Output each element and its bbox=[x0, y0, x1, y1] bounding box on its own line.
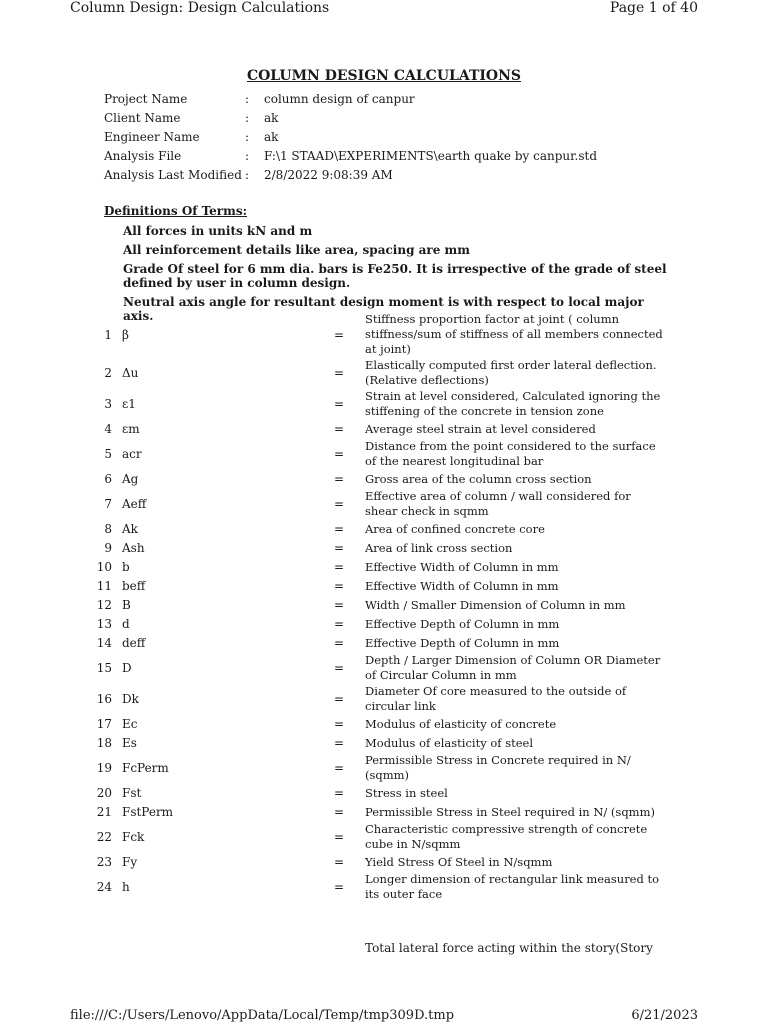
info-key: Client Name bbox=[104, 111, 181, 125]
term-number: 12 bbox=[96, 598, 112, 612]
term-symbol: Ag bbox=[122, 472, 139, 486]
term-description: Effective area of column / wall considered for shear check in sqmm bbox=[365, 489, 631, 518]
term-equals: = bbox=[334, 805, 345, 819]
term-description: Characteristic compressive strength of concrete cube in N/sqmm bbox=[365, 822, 648, 851]
term-symbol: deff bbox=[122, 636, 146, 650]
term-number: 9 bbox=[104, 541, 112, 555]
term-description: Permissible Stress in Steel required in N/ (sqmm) bbox=[365, 804, 655, 819]
term-equals: = bbox=[334, 579, 345, 593]
term-symbol: D bbox=[122, 661, 132, 675]
term-description: Strain at level considered, Calculated ignoring the stiffening of the concrete in tension zone bbox=[365, 389, 661, 418]
term-symbol: Ec bbox=[122, 717, 138, 731]
term-equals: = bbox=[334, 830, 345, 844]
term-row bbox=[0, 520, 768, 538]
term-symbol: Δu bbox=[122, 366, 139, 380]
term-description: Modulus of elasticity of steel bbox=[365, 735, 534, 750]
term-number: 24 bbox=[96, 880, 112, 894]
term-description: Yield Stress Of Steel in N/sqmm bbox=[365, 854, 553, 869]
term-row bbox=[0, 653, 768, 683]
term-symbol: Fy bbox=[122, 855, 138, 869]
term-row bbox=[0, 558, 768, 576]
term-number: 15 bbox=[96, 661, 112, 675]
print-date: 6/21/2023 bbox=[631, 1008, 698, 1023]
term-description: Stiffness proportion factor at joint ( column stiffness/sum of stiffness of all members connected at joint) bbox=[365, 312, 663, 356]
info-separator: : bbox=[245, 149, 250, 163]
term-description: Effective Width of Column in mm bbox=[365, 578, 559, 593]
term-row bbox=[0, 734, 768, 752]
term-row bbox=[0, 389, 768, 419]
info-value: column design of canpur bbox=[264, 92, 415, 106]
term-symbol: Dk bbox=[122, 692, 139, 706]
term-description: Elastically computed first order lateral deflection. (Relative deflections) bbox=[365, 358, 657, 387]
file-path: file:///C:/Users/Lenovo/AppData/Local/Temp/tmp309D.tmp bbox=[70, 1008, 455, 1023]
term-number: 11 bbox=[96, 579, 112, 593]
term-number: 17 bbox=[96, 717, 112, 731]
term-description: Effective Depth of Column in mm bbox=[365, 616, 560, 631]
info-value: ak bbox=[264, 130, 279, 144]
term-symbol: β bbox=[122, 327, 129, 342]
term-symbol: h bbox=[122, 880, 130, 894]
term-symbol: B bbox=[122, 598, 131, 612]
info-value: ak bbox=[264, 111, 279, 125]
term-equals: = bbox=[334, 855, 345, 869]
term-symbol: b bbox=[122, 560, 130, 574]
term-equals: = bbox=[334, 327, 345, 342]
term-equals: = bbox=[334, 472, 345, 486]
term-number: 13 bbox=[96, 617, 112, 631]
info-value: F:\1 STAAD\EXPERIMENTS\earth quake by canpur.std bbox=[264, 149, 598, 163]
info-value: 2/8/2022 9:08:39 AM bbox=[264, 168, 393, 182]
term-equals: = bbox=[334, 497, 345, 511]
term-row bbox=[0, 489, 768, 519]
term-symbol: acr bbox=[122, 447, 142, 461]
term-description: Area of confined concrete core bbox=[365, 521, 545, 536]
term-equals: = bbox=[334, 880, 345, 894]
term-symbol: Aeff bbox=[122, 497, 147, 511]
term-description: Gross area of the column cross section bbox=[365, 471, 592, 486]
term-symbol: Ak bbox=[122, 522, 138, 536]
term-number: 3 bbox=[104, 397, 112, 411]
page-number: Page 1 of 40 bbox=[609, 0, 698, 16]
term-symbol: Fck bbox=[122, 830, 145, 844]
info-separator: : bbox=[245, 168, 250, 182]
term-equals: = bbox=[334, 366, 345, 380]
term-symbol: Fst bbox=[122, 786, 142, 800]
term-equals: = bbox=[334, 661, 345, 675]
definitions-heading: Definitions Of Terms: bbox=[104, 204, 247, 218]
term-equals: = bbox=[334, 447, 345, 461]
term-number: 10 bbox=[96, 560, 112, 574]
term-number: 4 bbox=[104, 422, 112, 436]
term-number: 14 bbox=[96, 636, 112, 650]
term-description: Stress in steel bbox=[365, 785, 448, 800]
term-equals: = bbox=[334, 397, 345, 411]
term-row bbox=[0, 753, 768, 783]
term-number: 7 bbox=[104, 497, 112, 511]
term-number: 18 bbox=[96, 736, 112, 750]
term-row bbox=[0, 684, 768, 714]
term-description: Effective Width of Column in mm bbox=[365, 559, 559, 574]
term-equals: = bbox=[334, 761, 345, 775]
term-equals: = bbox=[334, 541, 345, 555]
term-description: Width / Smaller Dimension of Column in mm bbox=[365, 597, 626, 612]
term-symbol: d bbox=[122, 617, 130, 631]
term-equals: = bbox=[334, 522, 345, 536]
term-equals: = bbox=[334, 560, 345, 574]
term-row bbox=[0, 822, 768, 852]
term-description: Permissible Stress in Concrete required in N/ (sqmm) bbox=[365, 753, 631, 782]
term-equals: = bbox=[334, 692, 345, 706]
term-description: Modulus of elasticity of concrete bbox=[365, 716, 557, 731]
term-symbol: FstPerm bbox=[122, 805, 174, 819]
info-separator: : bbox=[245, 111, 250, 125]
term-description: Average steel strain at level considered bbox=[365, 421, 596, 436]
term-number: 6 bbox=[104, 472, 112, 486]
continued-term-text: Total lateral force acting within the story(Story bbox=[365, 941, 653, 955]
term-row bbox=[0, 853, 768, 871]
term-symbol: beff bbox=[122, 579, 146, 593]
info-key: Engineer Name bbox=[104, 130, 200, 144]
info-key: Analysis File bbox=[104, 149, 182, 163]
term-equals: = bbox=[334, 636, 345, 650]
term-row bbox=[0, 470, 768, 488]
term-description: Effective Depth of Column in mm bbox=[365, 635, 560, 650]
document-title: COLUMN DESIGN CALCULATIONS bbox=[246, 68, 522, 84]
term-number: 5 bbox=[104, 447, 112, 461]
info-separator: : bbox=[245, 92, 250, 106]
term-number: 19 bbox=[96, 761, 112, 775]
term-description: Distance from the point considered to the surface of the nearest longitudinal bar bbox=[365, 439, 656, 468]
term-number: 8 bbox=[104, 522, 112, 536]
term-symbol: Ash bbox=[122, 541, 145, 555]
term-equals: = bbox=[334, 786, 345, 800]
term-description: Diameter Of core measured to the outside of circular link bbox=[365, 684, 627, 713]
info-key: Project Name bbox=[104, 92, 188, 106]
header-title: Column Design: Design Calculations bbox=[70, 0, 330, 16]
term-equals: = bbox=[334, 598, 345, 612]
term-description: Longer dimension of rectangular link measured to its outer face bbox=[365, 872, 660, 901]
term-row bbox=[0, 634, 768, 652]
note: Grade Of steel for 6 mm dia. bars is Fe250. It is irrespective of the grade of steel defined by user in column design. bbox=[123, 262, 667, 290]
term-symbol: Es bbox=[122, 736, 137, 750]
info-separator: : bbox=[245, 130, 250, 144]
note: All forces in units kN and m bbox=[123, 224, 313, 238]
term-description: Area of link cross section bbox=[365, 540, 513, 555]
term-row bbox=[0, 312, 768, 357]
term-equals: = bbox=[334, 422, 345, 436]
term-row bbox=[0, 439, 768, 469]
term-number: 20 bbox=[96, 786, 112, 800]
term-number: 16 bbox=[96, 692, 112, 706]
term-symbol: ε1 bbox=[122, 397, 136, 411]
term-row bbox=[0, 577, 768, 595]
note: Neutral axis angle for resultant design moment is with respect to local major axis. bbox=[123, 295, 644, 323]
term-number: 22 bbox=[96, 830, 112, 844]
term-row bbox=[0, 358, 768, 388]
term-symbol: εm bbox=[122, 422, 140, 436]
term-equals: = bbox=[334, 736, 345, 750]
term-number: 23 bbox=[96, 855, 112, 869]
terms-list bbox=[0, 312, 768, 903]
term-description: Depth / Larger Dimension of Column OR Diameter of Circular Column in mm bbox=[365, 653, 661, 682]
term-row bbox=[0, 615, 768, 633]
term-row bbox=[0, 715, 768, 733]
term-row bbox=[0, 872, 768, 902]
info-key: Analysis Last Modified bbox=[104, 168, 242, 182]
term-number: 21 bbox=[96, 805, 112, 819]
term-row bbox=[0, 420, 768, 438]
term-row bbox=[0, 596, 768, 614]
term-symbol: FcPerm bbox=[122, 761, 169, 775]
term-row bbox=[0, 784, 768, 802]
term-number: 2 bbox=[104, 366, 112, 380]
term-equals: = bbox=[334, 717, 345, 731]
note: All reinforcement details like area, spacing are mm bbox=[123, 243, 470, 257]
term-number: 1 bbox=[104, 327, 112, 342]
term-row bbox=[0, 539, 768, 557]
term-row bbox=[0, 803, 768, 821]
term-equals: = bbox=[334, 617, 345, 631]
